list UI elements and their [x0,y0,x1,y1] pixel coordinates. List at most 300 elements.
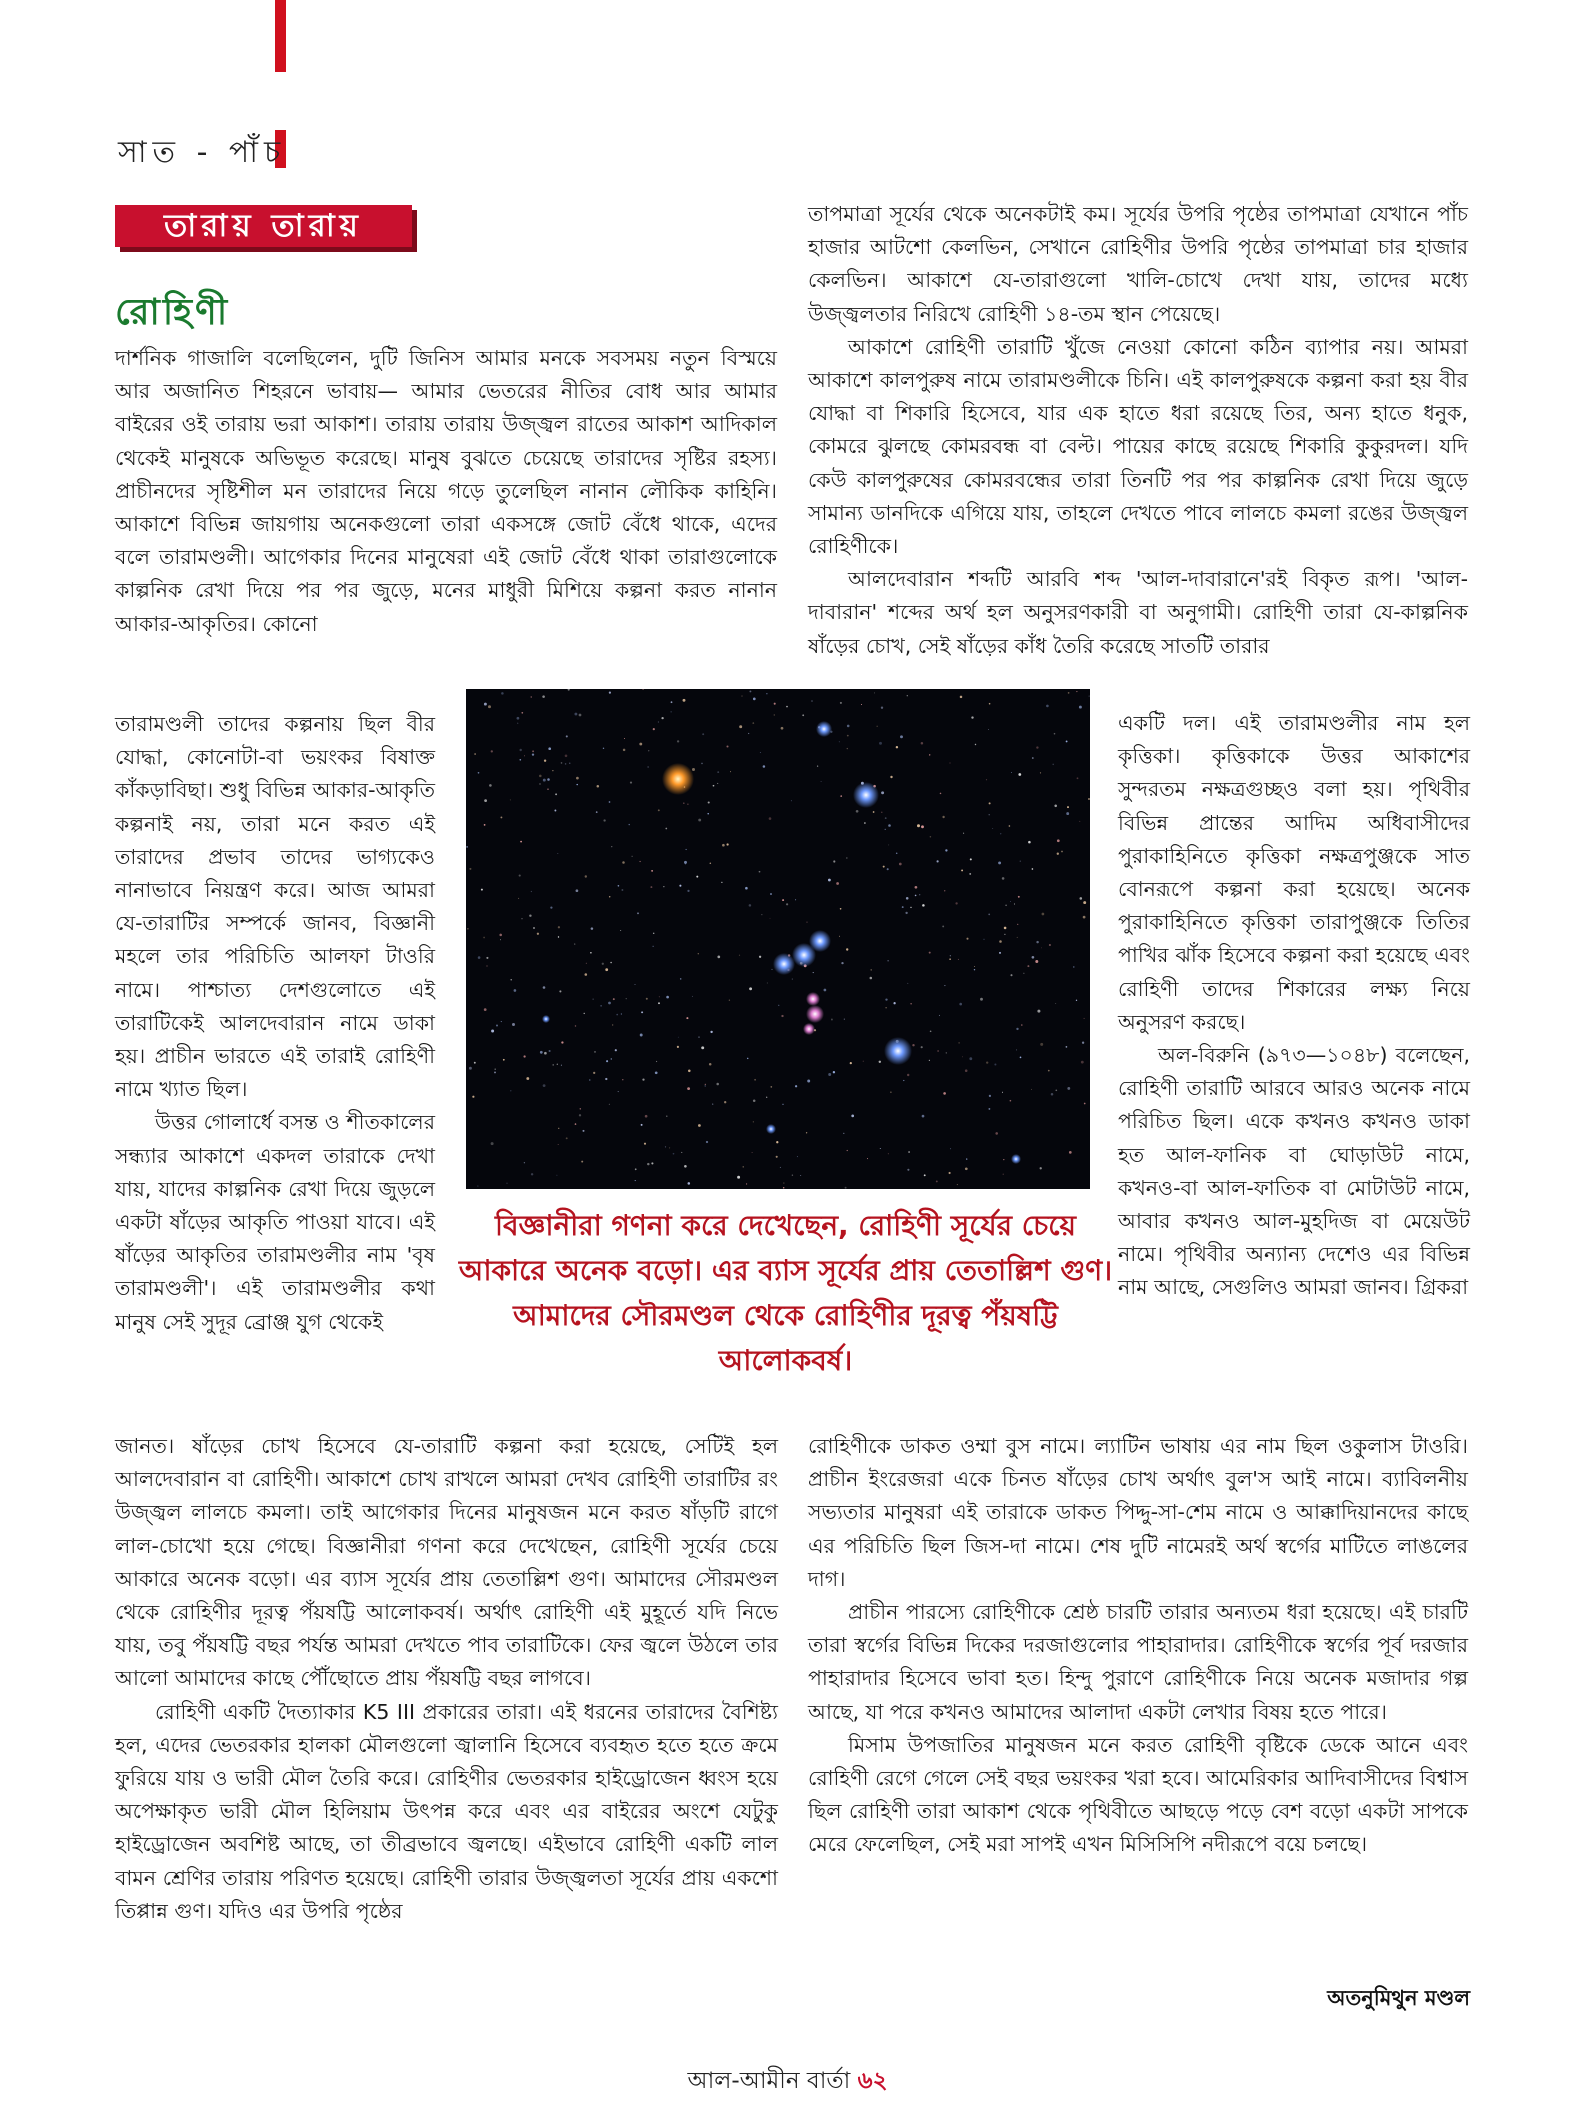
background-star [795,1085,797,1087]
background-star [684,1165,687,1168]
background-star [885,817,887,819]
background-star [561,1041,563,1043]
background-star [1036,746,1038,748]
background-star [683,802,685,804]
background-star [890,776,892,778]
background-star [939,1015,940,1016]
background-star [519,875,521,877]
background-star [1067,806,1069,808]
paragraph: উত্তর গোলার্ধে বসন্ত ও শীতকালের সন্ধ্যার আকাশে একদল তারাকে দেখা যায়, যাদের কাল্পনিক রেখা দিয়ে জুড়লে একটা ষাঁড়ের আকৃতি পাওয়া যাবে। এই ষাঁড়ের আকৃতির তারামণ্ডলীর নাম 'বৃষ তারামণ্ডলী'। এই তারামণ্ডলীর কথা মানুষ সেই সুদূর ব্রোঞ্জ যুগ থেকেই [115,1110,435,1334]
background-star [1052,764,1053,765]
background-star [550,906,552,908]
background-star [795,899,796,900]
background-star [749,987,752,990]
background-star [806,922,807,923]
background-star [575,1123,577,1125]
background-star [1089,696,1090,697]
paragraph: আলদেবারান শব্দটি আরবি শব্দ 'আল-দাবারানে'রই বিকৃত রূপ। 'আল-দাবারান' শব্দের অর্থ হল অনুসরণকারী বা অনুগামী। রোহিণী তারা যে-কাল্পনিক ষাঁড়ের চোখ, সেই ষাঁড়ের কাঁধ তৈরি করেছে সাতটি তারার [808,567,1468,658]
star [853,782,879,808]
background-star [650,886,652,888]
background-star [549,1050,551,1052]
paragraph: তারামণ্ডলী তাদের কল্পনায় ছিল বীর যোদ্ধা, কোনোটা-বা ভয়ংকর বিষাক্ত কাঁকড়াবিছা। শুধু বিভিন্ন আকার-আকৃতি কল্পনাই নয়, তারা মনে করত এই তারাদের প্রভাব তাদের ভাগ্যকেও নানাভাবে নিয়ন্ত্রণ করে। আজ আমরা যে-তারাটির সম্পর্কে জানব, বিজ্ঞানী মহলে তার পরিচিতি আলফা টাওরি নামে। পাশ্চাত্য দেশগুলোতে এই তারাটিকেই আলদেবারান নামে ডাকা হয়। প্রাচীন ভারতে এই তারাই রোহিণী নামে খ্যাত ছিল। [115,712,435,1102]
background-star [484,799,487,802]
background-star [717,956,720,959]
background-star [989,814,990,815]
background-star [552,1064,554,1066]
background-star [831,1019,833,1021]
background-star [605,968,608,971]
background-star [841,962,843,964]
background-star [603,748,604,749]
background-star [531,1173,533,1175]
background-star [847,1150,848,1151]
background-star [698,1036,700,1038]
background-star [780,1167,781,1168]
background-star [1040,1043,1043,1046]
paragraph: মিসাম উপজাতির মানুষজন মনে করত রোহিণী বৃষ্টিকে ডেকে আনে এবং রোহিণী রেগে গেলে সেই বছর ভয়ংকর খরা হবে। আমেরিকার আদিবাসীদের বিশ্বাস ছিল রোহিণী তারা আকাশ থেকে পৃথিবীতে আছড়ে পড়ে বেশ বড়ো একটা সাপকে মেরে ফেলেছিল, সেই মরা সাপই এখন মিসিসিপি নদীরূপে বয়ে চলছে। [808,1732,1468,1857]
background-star [975,744,976,745]
background-star [907,1169,909,1171]
background-star [807,1080,810,1083]
background-star [754,1079,756,1081]
background-star [555,793,557,795]
background-star [688,1182,691,1185]
background-star [1061,851,1063,853]
background-star [915,886,918,889]
background-star [503,1059,505,1061]
background-star [531,891,532,892]
background-star [523,1055,525,1057]
background-star [824,989,827,992]
background-star [684,861,687,864]
star [766,1124,776,1134]
background-star [899,863,902,866]
background-star [791,800,792,801]
background-star [710,1031,712,1033]
background-star [907,695,908,696]
background-star [632,856,633,857]
background-star [1000,833,1001,834]
background-star [743,1166,744,1167]
star [806,1005,824,1023]
background-star [887,868,889,870]
background-star [554,810,556,812]
background-star [969,873,971,875]
background-star [1035,960,1038,963]
background-star [970,858,972,860]
background-star [811,700,813,702]
background-star [539,783,540,784]
background-star [1011,772,1012,773]
background-star [958,1042,959,1043]
background-star [940,793,942,795]
background-star [499,934,502,937]
background-star [512,1023,515,1026]
background-star [1032,757,1034,759]
background-star [687,890,689,892]
background-star [603,819,605,821]
background-star [692,768,695,771]
background-star [844,1019,845,1020]
background-star [781,727,784,730]
background-star [574,713,577,716]
background-star [957,1184,958,1185]
background-star [500,816,502,818]
page-number: ৬২ [857,2068,888,2094]
background-star [524,1162,525,1163]
starfield-image [466,689,1090,1189]
background-star [966,1158,967,1159]
background-star [974,966,975,967]
background-star [484,703,487,706]
background-star [887,960,888,961]
background-star [896,746,898,748]
background-star [885,1007,886,1008]
background-star [924,1174,926,1176]
section-label: সাত - পাঁচ [118,135,287,170]
background-star [467,928,469,930]
background-star [771,969,772,970]
background-star [500,939,501,940]
background-star [544,760,546,762]
background-star [706,1141,708,1143]
background-star [658,722,659,723]
paragraph: তাপমাত্রা সূর্যের থেকে অনেকটাই কম। সূর্যের উপরি পৃষ্ঠের তাপমাত্রা যেখানে পাঁচ হাজার আটশো কেলভিন, সেখানে রোহিণীর উপরি পৃষ্ঠের তাপমাত্রা চার হাজার কেলভিন। আকাশে যে-তারাগুলো খালি-চোখে দেখা যায়, তাদের মধ্যে উজ্জ্বলতার নিরিখে রোহিণী ১৪-তম স্থান পেয়েছে। [808,202,1468,326]
background-star [1048,1070,1050,1072]
article-title: রোহিণী [115,292,231,333]
background-star [491,1030,494,1033]
background-star [792,979,793,980]
background-star [665,1146,666,1147]
background-star [929,952,931,954]
background-star [782,1104,783,1105]
background-star [565,755,568,758]
background-star [501,692,504,695]
background-star [949,762,950,763]
article-column-right-low [808,1430,1468,1862]
background-star [698,819,701,822]
background-star [1076,1000,1077,1001]
background-star [1069,1151,1072,1154]
background-star [616,1014,618,1016]
background-star [1018,896,1020,898]
background-star [846,858,847,859]
background-star [1084,1103,1086,1105]
background-star [1027,965,1029,967]
background-star [1037,1010,1040,1013]
background-star [989,1095,991,1097]
background-star [846,948,848,950]
background-star [797,1156,798,1157]
background-star [1046,705,1049,708]
background-star [950,955,951,956]
author-byline: অতনুমিথুন মণ্ডল [1327,1986,1470,2010]
background-star [661,717,663,719]
background-star [1003,1174,1004,1175]
background-star [707,813,708,814]
background-star [558,936,559,937]
background-star [761,914,762,915]
background-star [574,943,575,944]
background-star [609,692,611,694]
background-star [1010,974,1012,976]
background-star [907,1074,909,1076]
background-star [705,1085,706,1086]
background-star [635,1180,636,1181]
background-star [618,1091,619,1092]
background-star [839,741,840,742]
background-star [701,763,703,765]
background-star [710,863,712,865]
background-star [861,704,862,705]
background-star [1018,773,1021,776]
background-star [747,1058,749,1060]
background-star [989,703,991,705]
background-star [753,1121,754,1122]
background-star [618,885,620,887]
background-star [856,810,859,813]
background-star [1068,692,1070,694]
background-star [748,733,749,734]
background-star [883,866,885,868]
background-star [575,1025,576,1026]
background-star [942,816,944,818]
paragraph: একটি দল। এই তারামণ্ডলীর নাম হল কৃত্তিকা। কৃত্তিকাকে উত্তর আকাশের সুন্দরতম নক্ষত্রগুচ্ছও বলা হয়। পৃথিবীর বিভিন্ন প্রান্তের আদিম অধিবাসীদের পুরাকাহিনিতে কৃত্তিকা নক্ষত্রপুঞ্জকে সাত বোনরূপে কল্পনা করা হয়েছে। অনেক পুরাকাহিনিতে কৃত্তিকা তারাপুঞ্জকে তিতির পাখির ঝাঁক হিসেবে কল্পনা করা হয়েছে এবং রোহিণী তাদের শিকারের লক্ষ্য নিয়ে অনুসরণ করছে। [1118,711,1470,1034]
background-star [543,779,546,782]
background-star [524,755,525,756]
background-star [992,828,993,829]
background-star [965,1167,968,1170]
background-star [611,846,612,847]
background-star [912,1044,914,1046]
background-star [922,1115,925,1118]
background-star [566,1137,568,1139]
background-star [1049,944,1051,946]
background-star [1054,805,1057,808]
background-star [717,771,719,773]
background-star [698,1124,701,1127]
background-star [983,939,984,940]
background-star [726,843,728,845]
background-star [586,963,587,964]
background-star [921,1046,923,1048]
background-star [679,885,681,887]
background-star [501,1021,502,1022]
star [806,992,820,1006]
background-star [896,853,898,855]
background-star [688,1070,691,1073]
background-star [781,1015,783,1017]
background-star [594,1051,596,1053]
background-star [900,735,903,738]
background-star [510,799,511,800]
background-star [581,1161,583,1163]
background-star [494,1071,496,1073]
background-star [658,1002,660,1004]
background-star [1017,937,1018,938]
background-star [1080,897,1083,900]
background-star [610,962,612,964]
background-star [1082,1042,1084,1044]
background-star [766,1097,767,1098]
background-star [1005,904,1007,906]
background-star [729,1000,730,1001]
background-star [517,723,518,724]
background-star [999,952,1001,954]
background-star [1031,1089,1032,1090]
background-star [885,829,886,830]
background-star [1040,772,1041,773]
background-star [593,999,594,1000]
background-star [558,1144,559,1145]
background-star [520,841,522,843]
background-star [759,871,761,873]
background-star [558,1128,559,1129]
background-star [552,770,553,771]
background-star [648,750,649,751]
background-star [988,1108,990,1110]
background-star [533,927,535,929]
background-star [590,952,592,954]
background-star [786,903,788,905]
background-star [635,984,636,985]
background-star [491,750,493,752]
background-star [946,1052,947,1053]
background-star [881,707,883,709]
background-star [673,1153,675,1155]
background-star [526,1077,529,1080]
background-star [543,1084,546,1087]
background-star [943,1092,946,1095]
background-star [963,833,964,834]
article-column-right-mid [1118,707,1470,1305]
background-star [639,861,640,862]
background-star [998,861,1001,864]
background-star [767,983,768,984]
background-star [602,963,604,965]
background-star [708,801,710,803]
background-star [584,1013,585,1014]
background-star [813,972,814,973]
background-star [843,1133,844,1134]
background-star [910,1003,911,1004]
background-star [484,1008,487,1011]
background-star [613,998,615,1000]
background-star [763,765,766,768]
article-column-left-top [115,342,777,641]
background-star [558,926,560,928]
background-star [721,882,722,883]
background-star [481,889,483,891]
background-star [561,1065,562,1066]
background-star [666,996,669,999]
background-star [621,1013,622,1014]
background-star [640,1034,643,1037]
background-star [921,742,924,745]
background-star [910,907,911,908]
background-star [936,1180,938,1182]
background-star [582,1130,584,1132]
background-star [828,1073,831,1076]
background-star [496,1025,498,1027]
background-star [919,894,920,895]
background-star [514,989,517,992]
background-star [873,811,875,813]
background-star [687,1087,690,1090]
background-star [507,1183,508,1184]
background-star [469,868,471,870]
background-star [1016,1049,1017,1050]
background-star [692,996,693,997]
background-star [548,747,551,750]
background-star [969,1057,972,1060]
background-star [705,1084,706,1085]
background-star [669,1147,670,1148]
background-star [800,1175,801,1176]
background-star [782,899,784,901]
background-star [770,918,771,919]
background-star [1016,1028,1018,1030]
background-star [840,908,842,910]
background-star [749,904,752,907]
background-star [529,914,531,916]
background-star [609,1104,610,1105]
background-star [955,902,957,904]
background-star [566,735,568,737]
background-star [971,716,973,718]
paragraph: অল-বিরুনি (৯৭৩—১০৪৮) বলেছেন, রোহিণী তারাটি আরবে আরও অনেক নামে পরিচিত ছিল। একে কখনও কখনও ডাকা হত আল-ফানিক বা ঘোড়াউট নামে, কখনও-বা আল-ফাতিক বা মোটাউট নামে, আবার কখনও আল-মুহদিজ বা মেয়েউট নামে। পৃথিবীর অন্যান্য দেশেও এর বিভিন্ন নাম আছে, সেগুলিও আমরা জানব। গ্রিকরা [1118,1043,1470,1300]
background-star [542,695,545,698]
background-star [1066,1046,1068,1048]
background-star [472,1096,474,1098]
background-star [903,1080,904,1081]
background-star [680,978,682,980]
background-star [653,728,655,730]
background-star [769,817,772,820]
background-star [1088,798,1090,800]
background-star [589,1079,590,1080]
background-star [902,906,904,908]
background-star [579,1114,581,1116]
background-star [966,938,968,940]
background-star [760,752,761,753]
background-star [944,985,945,986]
background-star [1079,706,1082,709]
paragraph: আকাশে রোহিণী তারাটি খুঁজে নেওয়া কোনো কঠিন ব্যাপার নয়। আমরা আকাশে কালপুরুষ নামে তারামণ্ডলীকে চিনি। এই কালপুরুষকে কল্পনা করা হয় বীর যোদ্ধা বা শিকারি হিসেবে, যার এক হাতে ধরা রয়েছে তির, অন্য হাতে ধনুক, কোমরে ঝুলছে কোমরবন্ধ বা বেল্ট। পায়ের কাছে রয়েছে শিকারি কুকুরদল। যদি কেউ কালপুরুষের কোমরবন্ধের তারা তিনটি পর পর কাল্পনিক রেখা দিয়ে জুড়ে সামান্য ডানদিকে এগিয়ে যায়, তাহলে দেখতে পাবে লালচে কমলা রঙের উজ্জ্বল রোহিণীকে। [808,334,1468,559]
background-star [944,890,945,891]
background-star [665,828,667,830]
background-star [569,763,570,764]
background-star [622,861,625,864]
background-star [477,1186,478,1187]
paragraph: দার্শনিক গাজালি বলেছিলেন, দুটি জিনিস আমার মনকে সবসময় নতুন বিস্ময়ে আর অজানিত শিহরনে ভাবায়— আমার ভেতরের নীতির বোধ আর আমার বাইরের ওই তারায় ভরা আকাশ। তারায় তারায় উজ্জ্বল রাতের আকাশ আদিকাল থেকেই মানুষকে অভিভূত করেছে। মানুষ বুঝতে চেয়েছে তারাদের সৃষ্টির রহস্য। প্রাচীনদের সৃষ্টিশীল মন তারাদের নিয়ে গড়ে তুলেছিল নানান লৌকিক কাহিনি। আকাশে বিভিন্ন জায়গায় অনেকগুলো তারা একসঙ্গে জোট বেঁধে থাকে, এদের বলে তারামণ্ডলী। আগেকার দিনের মানুষেরা এই জোট বেঁধে থাকা তারাগুলোকে কাল্পনিক রেখা দিয়ে পর পর জুড়ে, মনের মাধুরী মিশিয়ে কল্পনা করত নানান আকার-আকৃতির। কোনো [115,346,777,636]
background-star [937,1050,939,1052]
background-star [486,965,487,966]
background-star [537,933,539,935]
background-star [1009,825,1011,827]
background-star [950,1148,951,1149]
background-star [608,1002,611,1005]
background-star [1002,1092,1003,1093]
background-star [828,879,831,882]
background-star [478,956,481,959]
star [809,930,831,952]
background-star [1055,1089,1057,1091]
background-star [739,955,740,956]
background-star [847,735,849,737]
background-star [612,1024,613,1025]
background-star [532,753,534,755]
